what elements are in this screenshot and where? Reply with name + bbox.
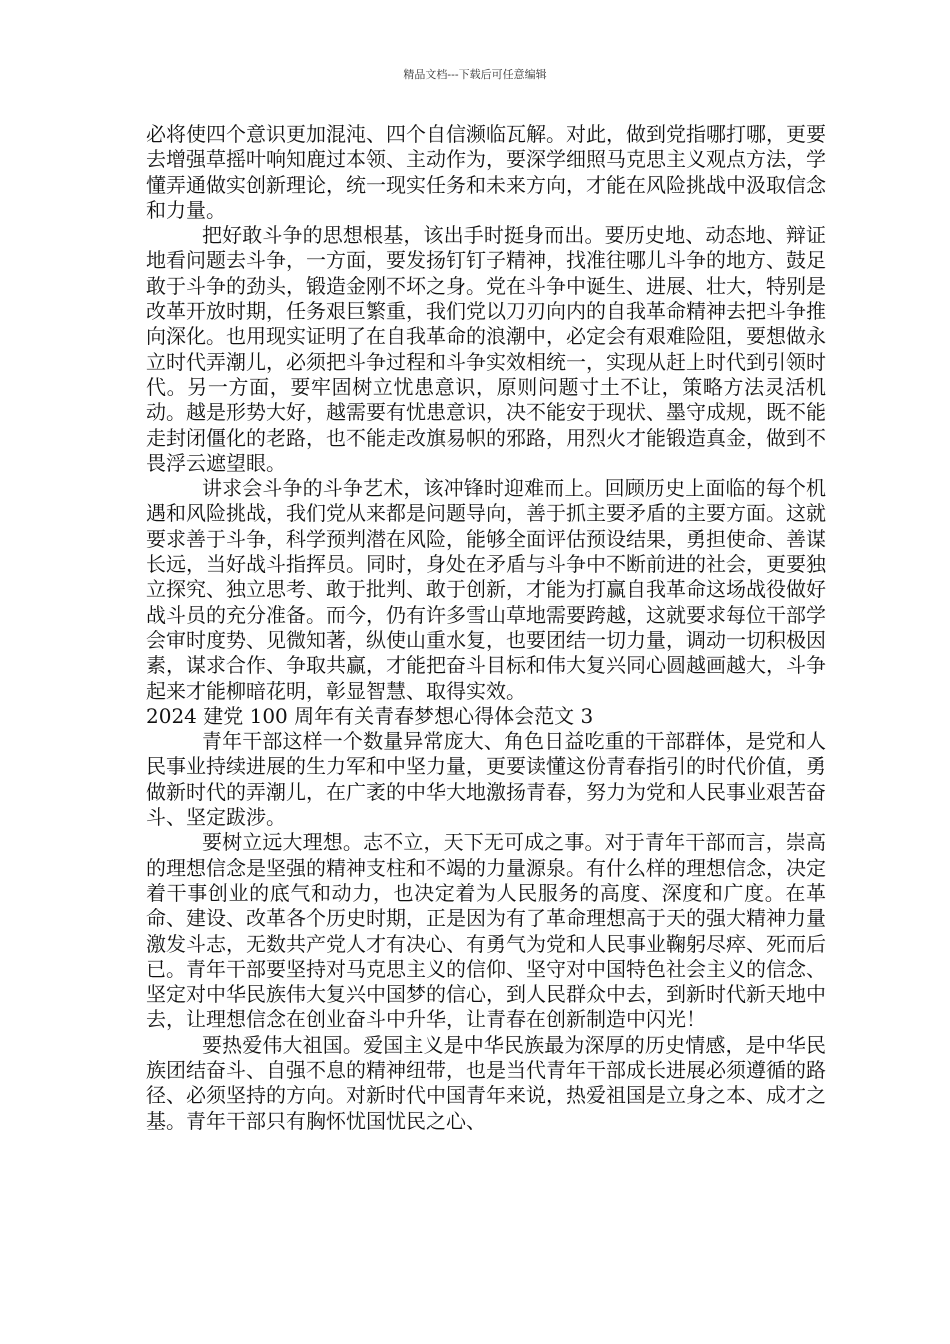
paragraph-5: 要树立远大理想。志不立，天下无可成之事。对于青年干部而言，崇高的理想信念是坚强的精神支柱和不竭的力量源泉。有什么样的理想信念，决定着干事创业的底气和动力，也决定着为人民服务的高度、深度和广度。在革命、建设、改革各个历史时期，正是因为有了革命理想高于天的强大精神力量激发斗志，无数共产党人才有决心、有勇气为党和人民事业鞠躬尽瘁、死而后已。青年干部要坚持对马克思主义的信仰、坚守对中国特色社会主义的信念、坚定对中华民族伟大复兴中国梦的信心，到人民群众中去，到新时代新天地中去，让理想信念在创业奋斗中升华，让青春在创新制造中闪光！ (146, 830, 826, 1032)
paragraph-3: 讲求会斗争的斗争艺术，该冲锋时迎难而上。回顾历史上面临的每个机遇和风险挑战，我们党从来都是问题导向，善于抓主要矛盾的主要方面。这就要求善于斗争，科学预判潜在风险，能够全面评估预设结果，勇担使命、善谋长远，当好战斗指挥员。同时，身处在矛盾与斗争中不断前进的社会，更要独立探究、独立思考、敢于批判、敢于创新，才能为打赢自我革命这场战役做好战斗员的充分准备。而今，仍有许多雪山草地需要跨越，这就要求每位干部学会审时度势、见微知著，纵使山重水复，也要团结一切力量，调动一切积极因素，谋求合作、争取共赢，才能把奋斗目标和伟大复兴同心圆越画越大，斗争起来才能柳暗花明，彰显智慧、取得实效。 (146, 476, 826, 703)
page-header: 精品文档---下载后可任意编辑 (403, 68, 547, 81)
paragraph-1: 必将使四个意识更加混沌、四个自信濒临瓦解。对此，做到党指哪打哪，更要去增强草摇叶响知鹿过本领、主动作为，要深学细照马克思主义观点方法，学懂弄通做实创新理论，统一现实任务和未来方向，才能在风险挑战中汲取信念和力量。 (146, 122, 826, 222)
document-body (146, 122, 826, 1134)
section-heading: 2024 建党 100 周年有关青春梦想心得体会范文 3 (146, 703, 594, 728)
paragraph-6: 要热爱伟大祖国。爱国主义是中华民族最为深厚的历史情感，是中华民族团结奋斗、自强不息的精神纽带，也是当代青年干部成长进展必须遵循的路径、必须坚持的方向。对新时代中国青年来说，热爱祖国是立身之本、成才之基。青年干部只有胸怀忧国忧民之心、 (146, 1032, 826, 1133)
paragraph-2: 把好敢斗争的思想根基，该出手时挺身而出。要历史地、动态地、辩证地看问题去斗争，一方面，要发扬钉钉子精神，找准往哪儿斗争的地方、鼓足敢于斗争的劲头，锻造金刚不坏之身。党在斗争中诞生、进展、壮大，特别是改革开放时期，任务艰巨繁重，我们党以刀刃向内的自我革命精神去把斗争推向深化。也用现实证明了在自我革命的浪潮中，必定会有艰难险阻，要想做永立时代弄潮儿，必须把斗争过程和斗争实效相统一，实现从赶上时代到引领时代。另一方面，要牢固树立忧患意识，原则问题寸土不让，策略方法灵活机动。越是形势大好，越需要有忧患意识，决不能安于现状、墨守成规，既不能走封闭僵化的老路，也不能走改旗易帜的邪路，用烈火才能锻造真金，做到不畏浮云遮望眼。 (146, 223, 826, 475)
paragraph-4: 青年干部这样一个数量异常庞大、角色日益吃重的干部群体，是党和人民事业持续进展的生力军和中坚力量，更要读懂这份青春指引的时代价值，勇做新时代的弄潮儿，在广袤的中华大地激扬青春，努力为党和人民事业艰苦奋斗、坚定跋涉。 (146, 729, 826, 830)
